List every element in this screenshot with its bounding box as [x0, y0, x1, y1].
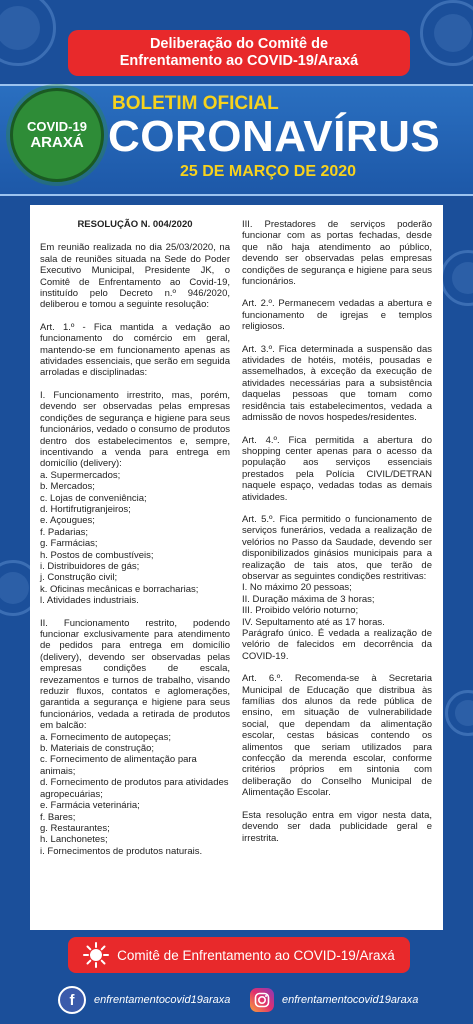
header-title — [68, 30, 410, 76]
list-item: I. No máximo 20 pessoas; — [242, 582, 352, 594]
list-item: e. Farmácia veterinária; — [40, 800, 140, 812]
list-item: III. Proibido velório noturno; — [242, 605, 359, 617]
list-item: f. Padarias; — [40, 526, 89, 538]
list-item: g. Restaurantes; — [40, 822, 110, 834]
article-4: Art. 4.º. Fica permitida a abertura do shopping center apenas para o acesso da população aos serviços essenciais prestados pela Polícia CIVIL/DETRAN naquele espaço, vedadas todas as demais atividades. — [242, 434, 432, 503]
list-item: g. Farmácias; — [40, 538, 98, 550]
instagram-handle: enfrentamentocovid19araxa — [282, 994, 419, 1006]
article-2: Art. 2.º. Permanecem vedadas a abertura e funcionamento de igrejas e templos religiosos. — [242, 298, 432, 333]
list-item: i. Distribuidores de gás; — [40, 560, 140, 572]
banner-subtitle: BOLETIM OFICIAL — [112, 93, 279, 114]
list-item: d. Hortifrutigranjeiros; — [40, 503, 131, 515]
list-item: a. Supermercados; — [40, 469, 121, 481]
list-article-5 — [242, 582, 432, 628]
list-item: b. Materiais de construção; — [40, 743, 155, 755]
virus-decoration-icon — [420, 0, 473, 66]
list-item: c. Lojas de conveniência; — [40, 492, 147, 504]
virus-decoration-icon — [445, 690, 473, 736]
instagram-icon — [250, 988, 274, 1012]
article-3: Art. 3.º. Fica determinada a suspensão das atividades de hotéis, motéis, pousadas e assemelhados, à exceção da execução de atividades necessárias para a subsistência daquelas pessoas que tomam como residência tais estabelecimentos, vedada a admissão de novos hospedes/residentes. — [242, 343, 432, 424]
article-5-paragraph: Parágrafo único. É vedada a realização de velório de falecidos em decorrência da COVID-19. — [242, 628, 432, 662]
clause-1: I. Funcionamento irrestrito, mas, porém, devendo ser observadas pelas empresas condições de segurança e higiene para seus funcionários, vedado o consumo de produtos dentro dos estabelecimentos e, sempre, incentivando a venda para entrega em domicílio (delivery): — [40, 389, 230, 470]
list-clause-1 — [40, 470, 230, 607]
closing-paragraph: Esta resolução entra em vigor nesta data, devendo ser dada publicidade geral e irrestrita. — [242, 809, 432, 844]
list-item: c. Fornecimento de alimentação para animais; — [40, 754, 197, 777]
list-item: l. Atividades industriais. — [40, 595, 139, 607]
list-item: e. Açougues; — [40, 515, 95, 527]
badge-line-2: ARAXÁ — [30, 133, 84, 151]
article-5: Art. 5.º. Fica permitido o funcionamento de serviços funerários, vedada a realização de velórios no Passo da Saudade, devendo ser disponibilizados ginásios municipais para a realização de tais atos, que terão de observar as seguintes condições restritivas: — [242, 513, 432, 582]
virus-decoration-icon — [440, 250, 473, 306]
article-1: Art. 1.º - Fica mantida a vedação ao funcionamento do comércio em geral, mantendo-se em funcionamento apenas as atividades essenciais, que serão em seguida arroladas e disciplinadas: — [40, 321, 230, 379]
list-item: f. Bares; — [40, 811, 76, 823]
facebook-handle: enfrentamentocovid19araxa — [94, 994, 231, 1006]
resolution-title: RESOLUÇÃO N. 004/2020 — [77, 219, 193, 230]
sun-logo-icon — [83, 942, 109, 968]
intro-paragraph: Em reunião realizada no dia 25/03/2020, na sala de reuniões situada na Sede do Poder Executivo Municipal, Presidente JK, o Comitê de Enfrentamento ao Covid-19, instituído pelo Decreto n.º 946/2020, deliberou e tomou a seguinte resolução: — [40, 242, 230, 311]
list-item: j. Construção civil; — [40, 572, 118, 584]
committee-footer — [68, 937, 410, 973]
covid-badge-logo — [10, 88, 104, 182]
resolution-document — [30, 205, 443, 930]
instagram-link[interactable] — [250, 987, 418, 1013]
list-item: a. Fornecimento de autopeças; — [40, 731, 171, 743]
list-item: k. Oficinas mecânicas e borracharias; — [40, 583, 199, 595]
banner-date: 25 DE MARÇO DE 2020 — [180, 163, 357, 180]
article-6: Art. 6.º. Recomenda-se à Secretaria Municipal de Educação que distribua às famílias dos alunos da rede pública de ensino, em situação de vulnerabilidade social, que dependam da alimentação escolar, cestas básicas contendo os alimentos que seriam utilizados para confecção da merenda escolar, conforme critérios próprios em sintonia com deliberação do Conselho Municipal de Alimentação Escolar. — [242, 673, 432, 799]
list-item: II. Duração máxima de 3 horas; — [242, 593, 375, 605]
list-item: h. Lanchonetes; — [40, 834, 108, 846]
document-column-left — [40, 219, 230, 868]
header-line-2: Enfrentamento ao COVID-19/Araxá — [119, 53, 359, 69]
committee-name: Comitê de Enfrentamento ao COVID-19/Araxá — [117, 947, 395, 963]
facebook-icon: f — [58, 986, 86, 1014]
badge-line-1: COVID-19 — [27, 118, 87, 134]
header-line-1: Deliberação do Comitê de — [149, 36, 329, 52]
document-column-right — [242, 219, 432, 868]
list-clause-2 — [40, 732, 230, 857]
list-item: d. Fornecimento de produtos para atividades agropecuárias; — [40, 777, 229, 800]
facebook-link[interactable] — [58, 987, 230, 1013]
list-item: b. Mercados; — [40, 481, 95, 493]
virus-decoration-icon — [0, 0, 56, 66]
clause-3: III. Prestadores de serviços poderão funcionar com as portas fechadas, desde que não haja atendimento ao público, devendo ser observadas pelas empresas condições de segurança e higiene para seus funcionários. — [242, 219, 432, 288]
banner-title: CORONAVÍRUS — [108, 112, 441, 161]
list-item: h. Postos de combustíveis; — [40, 549, 154, 561]
list-item: i. Fornecimentos de produtos naturais. — [40, 845, 203, 857]
list-item: IV. Sepultamento até as 17 horas. — [242, 616, 385, 628]
clause-2: II. Funcionamento restrito, podendo funcionar exclusivamente para atendimento de pedidos para entrega em domicílio (delivery), devendo ser observadas pelas empresas condições de escala, revezamentos e turnos de trabalho, visando reduzir fluxos, contatos e aglomerações, garantida a segurança e higiene para seus funcionários, vedada a retirada de produtos em balcão: — [40, 617, 230, 732]
